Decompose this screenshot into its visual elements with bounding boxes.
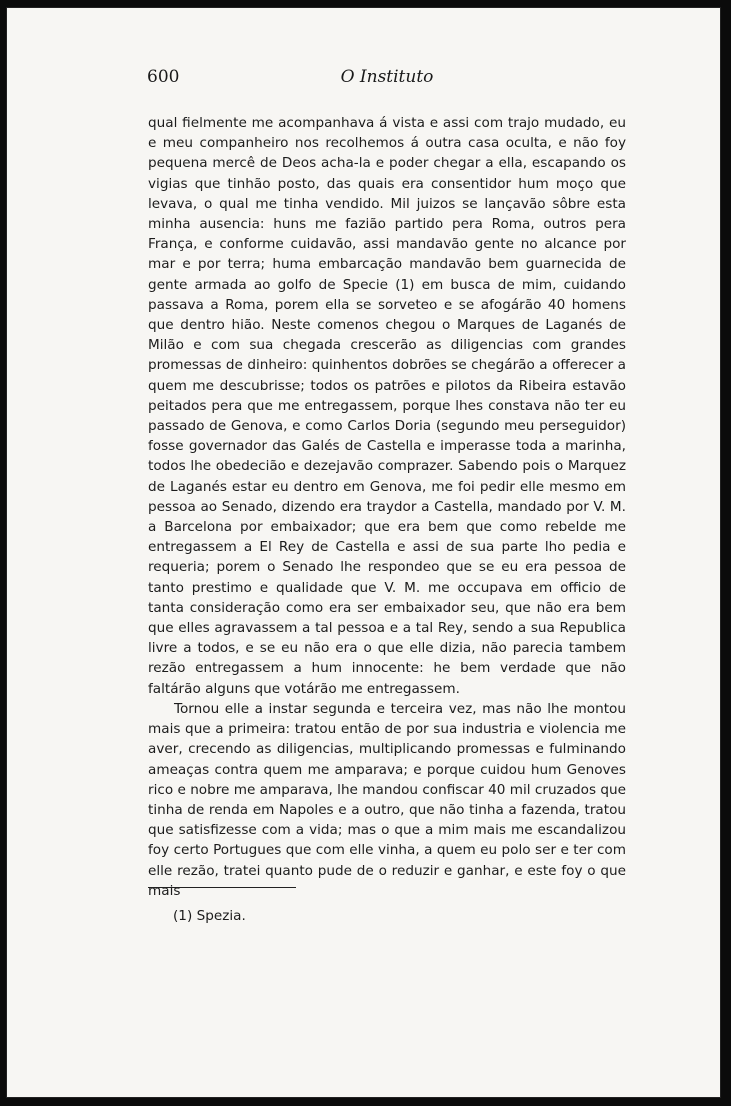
paragraph: Tornou elle a instar segunda e terceira vez, mas não lhe montou mais que a primeira: tratou então de por sua industria e violencia me aver, crecendo as diligencias, multiplicando promessas e fulminando ameaças contra quem me amparava; e porque cuidou hum Genoves rico e nobre me amparava, lhe mandou confiscar 40 mil cruzados que tinha de renda em Napoles e a outro, que não tinha a fazenda, tratou que satisfizesse com a vida; mas o que a mim mais me escandalizou foy certo Portugues que com elle vinha, a quem eu polo ser e ter com elle rezão, tratei quanto pude de o reduzir e ganhar, e este foy o que mais (148, 700, 626, 899)
paragraph: qual fielmente me acompanhava á vista e assi com trajo mudado, eu e meu companheiro nos recolhemos á outra casa oculta, e não foy pequena mercê de Deos acha-la e poder chegar a ella, escapando os vigias que tinhão posto, das quais era consentidor hum moço que levava, o qual me tinha vendido. Mil juizos se lançavão sôbre esta minha ausencia: huns me fazião partido pera Roma, outros pera França, e conforme cuidavão, assi mandavão gente no alcance por mar e por terra; huma embarcação mandavão bem guarnecida de gente armada ao golfo de Specie (1) em busca de mim, cuidando passava a Roma, porem ella se sorveteo e se afogárão 40 homens que dentro hião. Neste comenos chegou o Marques de Laganés de Milão e com sua chegada crescerão as diligencias com grandes promessas de dinheiro: quinhentos dobrões se chegárão a offerecer a quem me descubrisse; todos os patrões e pilotos da Ribeira estavão peitados pera que me entregassem, porque lhes constava não ter eu passado de Genova, e como Carlos Doria (segundo meu perseguidor) fosse governador das Galés de Castella e imperasse toda a marinha, todos lhe obedecião e dezejavão comprazer. Sabendo pois o Marquez de Laganés estar eu dentro em Genova, me foi pedir elle mesmo em pessoa ao Senado, dizendo era traydor a Castella, mandado por V. M. a Barcelona por embaixador; que era bem que como rebelde me entregassem a El Rey de Castella e assi de sua parte lho pedia e requeria; porem o Senado lhe respondeo que se eu era pessoa de tanto prestimo e qualidade que V. M. me occupava em officio de tanta consideração como era ser embaixador seu, que não era bem que elles agravassem a tal pessoa e a tal Rey, sendo a sua Republica livre a todos, e se eu não era o que elle dizia, não parecia tambem rezão entregassem a hum innocente: he bem verdade que não faltárão alguns que votárão me entregassem. (148, 115, 626, 697)
footnote-divider (148, 887, 296, 888)
page-number: 600 (147, 67, 180, 87)
running-title: O Instituto (340, 67, 434, 87)
footnote: (1) Spezia. (173, 908, 246, 924)
page-header (147, 67, 627, 91)
body-text (148, 113, 626, 901)
